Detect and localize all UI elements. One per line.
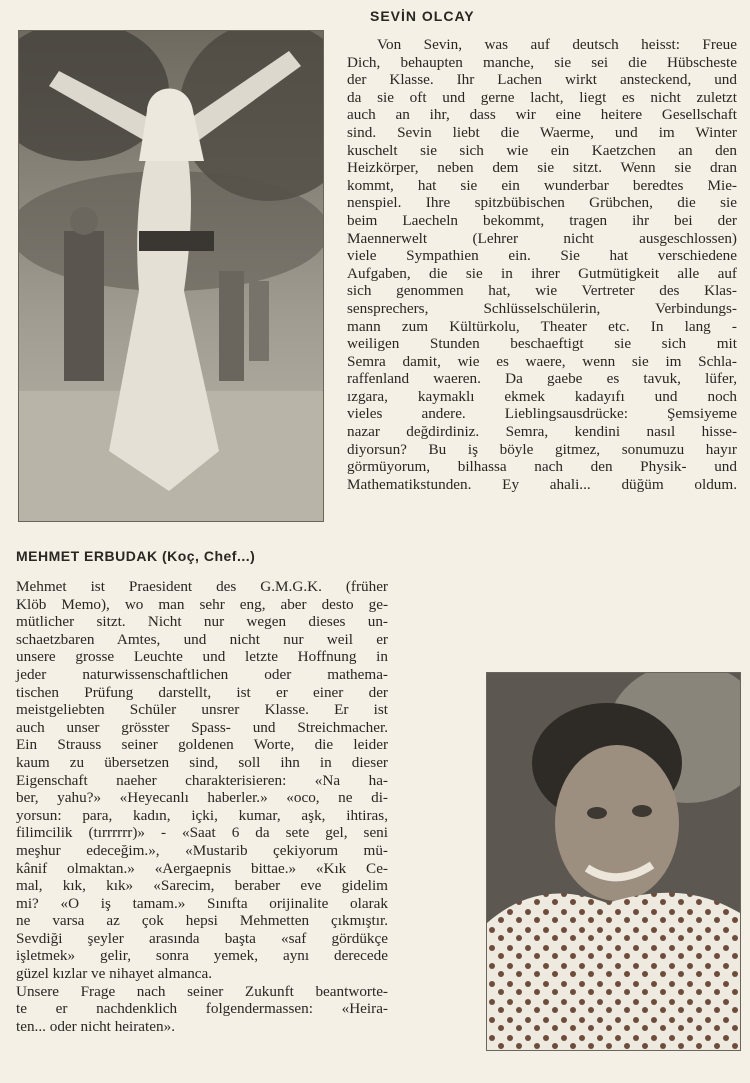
text-line: mütlicher sitzt. Nicht nur wegen dieses un- xyxy=(16,613,388,631)
portrait-photo-illustration xyxy=(487,673,740,1050)
text-line: Maennerwelt (Lehrer nicht ausgeschlossen) xyxy=(347,229,737,247)
text-line: ızgara, kaymaklı ekmek kadayıfı und noch xyxy=(347,387,737,405)
text-line: der Klasse. Ihr Lachen wirkt ansteckend, und xyxy=(347,71,737,89)
text-line: ne varsa az çok hepsi Mehmetten çıkmıştır. xyxy=(16,912,388,930)
text-line: filimcilik (tırrrrrr)» - «Saat 6 da sete gel, seni xyxy=(16,824,388,842)
text-line: mal, kık, kık» «Sarecim, beraber eve gidelim xyxy=(16,877,388,895)
text-line: auch an ihr, dass wir eine heitere Gesellschaft xyxy=(347,106,737,124)
text-line: schaetzbaren Amtes, und nicht nur weil er xyxy=(16,630,388,648)
text-line: te er nachdenklich folgendermassen: «Heira- xyxy=(16,1000,388,1018)
text-line: ten... oder nicht heiraten». xyxy=(16,1017,175,1035)
text-line: nazar değdirdiniz. Semra, kendini nasıl hisse- xyxy=(347,423,737,441)
text-line: kânif olmaktan.» «Aergaepnis bittae.» «Kık Ce- xyxy=(16,859,388,877)
sevin-heading: SEVİN OLCAY xyxy=(370,8,475,24)
text-line: meistgeliebten Schüler unsrer Klasse. Er ist xyxy=(16,701,388,719)
text-line: sind. Sevin liebt die Waerme, und im Winter xyxy=(347,123,737,141)
text-line: Heizkörper, neben dem sie sitzt. Wenn sie dran xyxy=(347,159,737,177)
text-line: Von Sevin, was auf deutsch heisst: Freue xyxy=(377,36,737,53)
text-line: diyorsun? Bu iş böyle gitmez, sonumuzu hayır xyxy=(347,440,737,458)
text-line: raffenland waeren. Da gaebe es tavuk, lüfer, xyxy=(347,370,737,388)
text-line: Dich, behaupten manche, sie sei die Hübscheste xyxy=(347,53,737,71)
text-line: mi? «O iş tamam.» Sınıfta orijinalite olarak xyxy=(16,894,388,912)
text-line: tischen Prüfung darstellt, ist er einer der xyxy=(16,683,388,701)
text-line: beim Laecheln bekommt, tragen ihr bei der xyxy=(347,211,737,229)
text-line: weiligen Stunden beschaeftigt sie sich mit xyxy=(347,335,737,353)
text-line: Sevdiği şeyler arasında başta «saf gördükçe xyxy=(16,929,388,947)
text-line: da sie oft und gerne lacht, liegt es nicht zuletzt xyxy=(347,88,737,106)
text-line: kommt, hat sie ein wunderbar beredtes Mie- xyxy=(347,176,737,194)
text-line: sich genommen hat, wie Vertreter des Klas- xyxy=(347,282,737,300)
text-line: Klöb Memo), wo man sehr eng, aber desto ge- xyxy=(16,595,388,613)
text-line: mann zum Kültürkolu, Theater etc. In lang - xyxy=(347,317,737,335)
text-line: işletmek» gelir, sonra yemek, aynı derecede xyxy=(16,947,388,965)
text-line: Unsere Frage nach seiner Zukunft beantworte- xyxy=(16,982,388,1000)
text-line: Ein Strauss seiner goldenen Worte, die leider xyxy=(16,736,388,754)
text-line: jeder naturwissenschaftlichen oder mathema- xyxy=(16,665,388,683)
text-line: kaum zu übersetzen sind, soll ihn in dieser xyxy=(16,753,388,771)
portrait-photo xyxy=(486,672,741,1051)
sevin-paragraph xyxy=(347,36,737,493)
text-line: görmüyorum, bilhassa nach den Physik- und xyxy=(347,458,737,476)
text-line: Aufgaben, die sie in ihrer Gutmütigkeit alle auf xyxy=(347,264,737,282)
dancer-photo-illustration xyxy=(19,31,323,521)
text-line: nenspiel. Ihre spitzbübischen Grübchen, die sie xyxy=(347,194,737,212)
text-line: sensprechers, Schlüsselschülerin, Verbindungs- xyxy=(347,299,737,317)
text-line: Semra damit, wie es waere, wenn sie im Schla- xyxy=(347,352,737,370)
text-line: Mehmet ist Praesident des G.M.G.K. (früher xyxy=(16,578,388,595)
text-line: Eigenschaft naeher charakterisieren: «Na ha- xyxy=(16,771,388,789)
text-line: meşhur edeceğim.», «Mustarib çekiyorum mü- xyxy=(16,841,388,859)
mehmet-paragraph xyxy=(16,578,388,1035)
text-line: vieles andere. Lieblingsausdrücke: Şemsiyeme xyxy=(347,405,737,423)
text-line: yorsun: para, kadın, içki, kumar, aşk, ihtiras, xyxy=(16,806,388,824)
mehmet-heading: MEHMET ERBUDAK (Koç, Chef...) xyxy=(16,548,256,564)
text-line: ber, yahu?» «Heyecanlı haberler.» «oco, ne di- xyxy=(16,789,388,807)
text-line: auch unser grösster Spass- und Streichmacher. xyxy=(16,718,388,736)
dancer-photo xyxy=(18,30,324,522)
text-line: güzel kızlar ve nihayet almanca. xyxy=(16,965,213,983)
text-line: kuschelt sie sich wie ein Kaetzchen an den xyxy=(347,141,737,159)
text-line: unsere grosse Leuchte und letzte Hoffnung in xyxy=(16,648,388,666)
text-line: Mathematikstunden. Ey ahali... düğüm oldum. xyxy=(347,475,737,493)
text-line: viele Sympathien ein. Sie hat verschiedene xyxy=(347,247,737,265)
